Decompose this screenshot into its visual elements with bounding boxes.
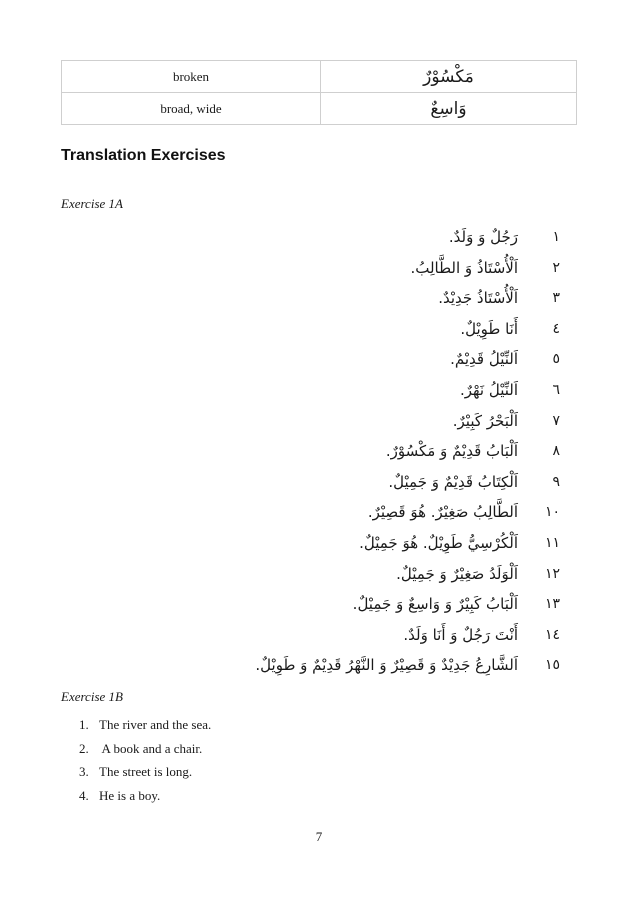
exercise-1a-list bbox=[250, 222, 560, 681]
item-sentence: He is a boy. bbox=[99, 787, 161, 803]
arabic-cell: مَكْسُوْرٌ bbox=[321, 61, 577, 93]
item-number: ٩ bbox=[552, 473, 560, 490]
item-number: ١١ bbox=[544, 534, 560, 551]
page-number: 7 bbox=[315, 829, 323, 844]
list-item bbox=[250, 436, 560, 467]
item-number: ٨ bbox=[552, 443, 560, 460]
item-sentence: اَلْوَلَدُ صَغِيْرٌ وَ جَمِيْلٌ. bbox=[396, 564, 518, 583]
list-item bbox=[79, 784, 211, 808]
item-number: ٦ bbox=[552, 381, 560, 398]
list-item bbox=[250, 589, 560, 620]
item-sentence: اَلنِّيْلُ قَدِيْمٌ. bbox=[450, 350, 518, 369]
item-number: 4. bbox=[79, 787, 89, 803]
item-sentence: أَنَا طَوِيْلٌ. bbox=[460, 319, 518, 338]
exercise-1b-list bbox=[79, 713, 211, 807]
list-item bbox=[250, 620, 560, 651]
item-sentence: اَلْبَابُ كَبِيْرٌ وَ وَاسِعٌ وَ جَمِيْلٌ. bbox=[352, 595, 518, 614]
item-number: ٣ bbox=[552, 290, 560, 307]
list-item bbox=[250, 528, 560, 559]
list-item bbox=[250, 406, 560, 437]
item-number: ١٣ bbox=[544, 596, 560, 613]
section-title: Translation Exercises bbox=[61, 147, 226, 164]
item-sentence: اَلْبَحْرُ كَبِيْرٌ. bbox=[452, 411, 518, 430]
item-sentence: اَلْأُسْتَاذُ وَ الطَّالِبُ. bbox=[410, 258, 518, 277]
exercise-1a-title: Exercise 1A bbox=[61, 196, 123, 211]
item-number: 2. bbox=[79, 740, 89, 756]
item-number: ١ bbox=[552, 229, 560, 245]
item-number: ١٤ bbox=[544, 626, 560, 643]
list-item bbox=[250, 344, 560, 375]
item-sentence: أَنْتَ رَجُلٌ وَ أَنَا وَلَدٌ. bbox=[403, 625, 518, 644]
table-row bbox=[62, 61, 577, 93]
english-cell: broad, wide bbox=[62, 93, 321, 125]
list-item bbox=[79, 737, 211, 761]
list-item bbox=[79, 760, 211, 784]
item-number: ٤ bbox=[552, 320, 560, 337]
english-cell: broken bbox=[62, 61, 321, 93]
item-number: 1. bbox=[79, 717, 89, 732]
list-item bbox=[250, 559, 560, 590]
exercise-1b-title: Exercise 1B bbox=[61, 689, 123, 704]
vocabulary-table bbox=[61, 60, 577, 125]
item-number: ١٥ bbox=[544, 657, 560, 674]
item-sentence: اَلطَّالِبُ صَغِيْرٌ. هُوَ قَصِيْرٌ. bbox=[367, 503, 518, 522]
item-sentence: اَلْبَابُ قَدِيْمٌ وَ مَكْسُوْرٌ. bbox=[385, 442, 518, 461]
list-item bbox=[250, 497, 560, 528]
item-sentence: اَلنِّيْلُ نَهْرٌ. bbox=[459, 380, 518, 399]
item-sentence: The street is long. bbox=[99, 764, 193, 779]
item-sentence: A book and a chair. bbox=[99, 740, 203, 756]
item-sentence: اَلْأُسْتَاذُ جَدِيْدٌ. bbox=[438, 289, 518, 308]
list-item bbox=[250, 467, 560, 498]
list-item bbox=[250, 222, 560, 253]
item-number: ١٠ bbox=[544, 504, 560, 521]
list-item bbox=[250, 253, 560, 284]
list-item bbox=[250, 375, 560, 406]
item-sentence: اَلشَّارِعُ جَدِيْدٌ وَ قَصِيْرٌ وَ النَّهْرُ قَدِيْمٌ وَ طَوِيْلٌ. bbox=[255, 656, 518, 675]
item-number: ٥ bbox=[552, 351, 560, 368]
item-sentence: اَلْكُرْسِيُّ طَوِيْلٌ. هُوَ جَمِيْلٌ. bbox=[359, 533, 518, 552]
item-sentence: The river and the sea. bbox=[99, 717, 212, 732]
item-sentence: رَجُلٌ وَ وَلَدٌ. bbox=[448, 228, 518, 246]
item-number: ٢ bbox=[552, 259, 560, 276]
list-item bbox=[250, 283, 560, 314]
item-sentence: اَلْكِتَابُ قَدِيْمٌ وَ جَمِيْلٌ. bbox=[388, 472, 518, 491]
list-item bbox=[250, 650, 560, 681]
list-item bbox=[79, 713, 211, 737]
list-item bbox=[250, 314, 560, 345]
arabic-cell: وَاسِعٌ bbox=[321, 93, 577, 125]
item-number: ٧ bbox=[552, 412, 560, 429]
item-number: 3. bbox=[79, 764, 89, 779]
table-row bbox=[62, 93, 577, 125]
item-number: ١٢ bbox=[544, 565, 560, 582]
